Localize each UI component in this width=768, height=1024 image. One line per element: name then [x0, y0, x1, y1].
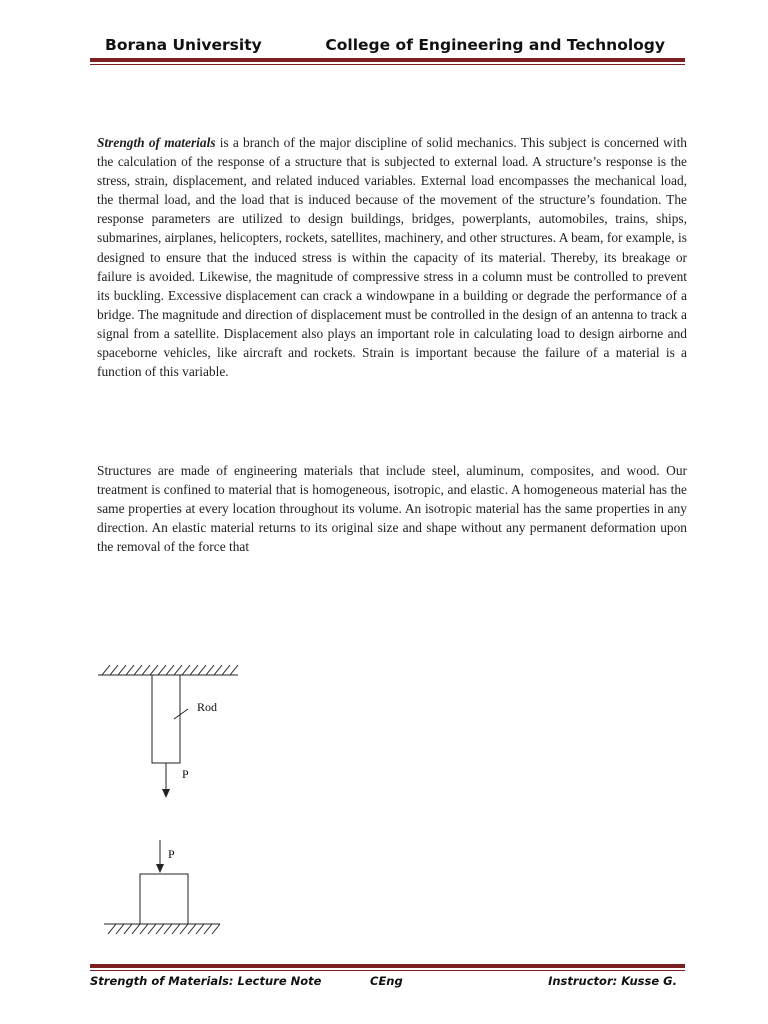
- materials-paragraph: Structures are made of engineering materials that include steel, aluminum, composites, and wood. Our treatment is confined to material that is homogeneous, isotropic, and elastic. A homogeneous material has the same properties at every location throughout its volume. An isotropic material has the same properties in any direction. An elastic material returns to its original size and shape without any permanent deformation upon the removal of the force that: [97, 463, 687, 555]
- rod-tension-drawing: [96, 655, 246, 805]
- footer-department: CEng: [370, 974, 403, 988]
- rod-leader-line: [174, 709, 188, 719]
- block-compression-figure: [102, 836, 222, 940]
- load-arrow-head: [162, 789, 170, 798]
- header-rule-thin: [90, 64, 685, 65]
- rod-body: [152, 675, 180, 763]
- intro-paragraph-text: is a branch of the major discipline of solid mechanics. This subject is concerned with the calculation of the response of a structure that is subjected to external load. A structure’s response is the stress, strain, displacement, and related induced variables. External load encompasses the mechanical load, the thermal load, and the load that is induced because of the movement of the structure’s foundation. The response parameters are utilized to design buildings, bridges, powerplants, automobiles, trains, ships, submarines, airplanes, helicopters, rockets, satellites, machinery, and other structures. A beam, for example, is designed to ensure that the induced stress is within the capacity of its material. Thereby, its breakage or failure is avoided. Likewise, the magnitude of compressive stress in a column must be controlled to prevent its buckling. Excessive displacement can crack a windowpane in a building or degrade the performance of a bridge. The magnitude and direction of displacement must be controlled in the design of an antenna to track a signal from a satellite. Displacement also plays an important role in calculating load to design airborne and spaceborne vehicles, like aircraft and rockets. Strain is important because the failure of a material is a function of this variable.: [97, 135, 687, 380]
- header-rule: [90, 58, 685, 62]
- block-body: [140, 874, 188, 924]
- college-name: College of Engineering and Technology: [325, 36, 665, 54]
- university-name: Borana University: [105, 36, 262, 54]
- compression-arrow-head: [156, 864, 164, 873]
- intro-paragraph: [97, 133, 687, 381]
- footer-rule-thin: [90, 970, 685, 971]
- rod-label: Rod: [197, 700, 218, 714]
- footer-course: Strength of Materials: Lecture Note: [90, 974, 322, 988]
- load-label-p-compression: P: [168, 847, 175, 861]
- footer-rule: [90, 964, 685, 968]
- footer-instructor: Instructor: Kusse G.: [548, 974, 677, 988]
- block-compression-drawing: [102, 836, 222, 940]
- strength-of-materials-term: Strength of materials: [97, 135, 216, 150]
- load-label-p-tension: P: [182, 767, 189, 781]
- ground-hatch: [108, 924, 220, 934]
- ceiling-hatch: [102, 665, 238, 675]
- page-footer: [90, 974, 685, 994]
- rod-tension-figure: [96, 655, 246, 805]
